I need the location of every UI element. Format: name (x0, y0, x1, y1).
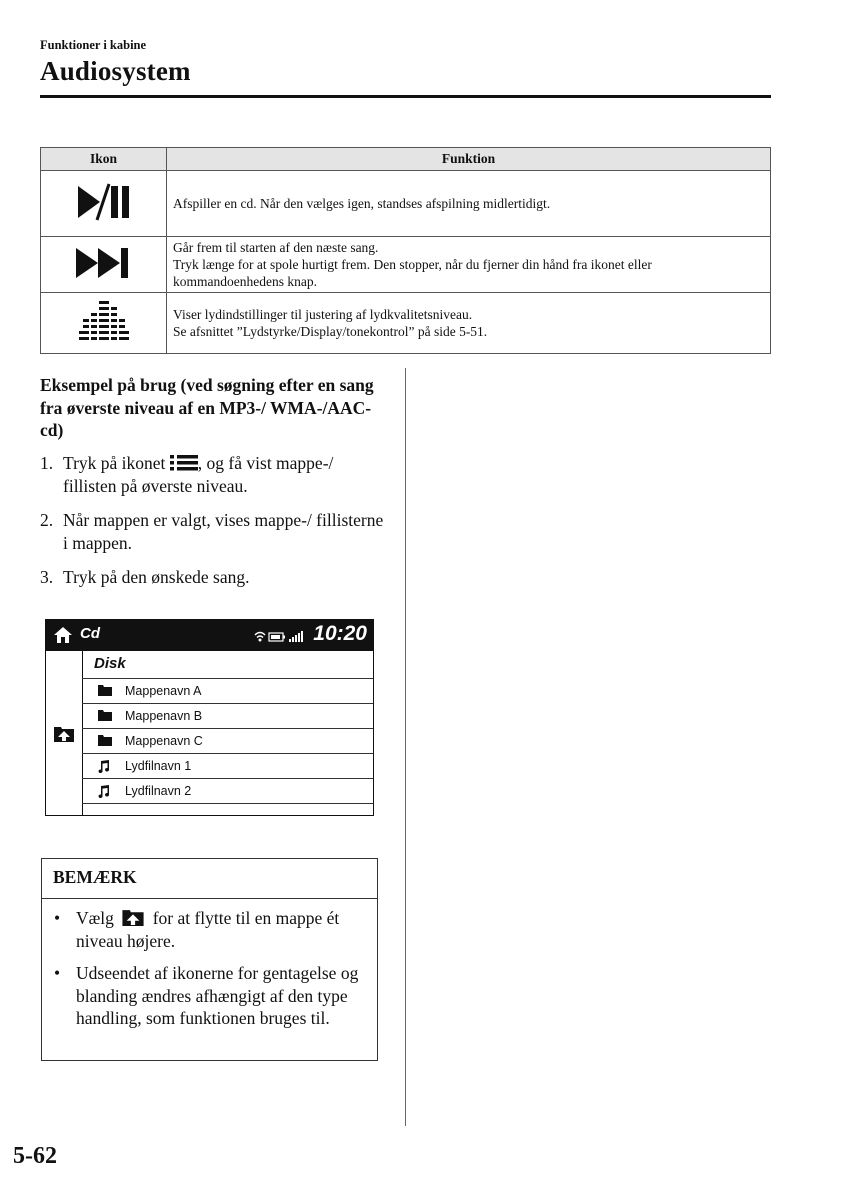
folder-up-icon (122, 908, 144, 926)
step-text: , og få vist mappe-/ fillisten på øverste niveau. (63, 453, 334, 496)
display-screenshot (45, 619, 374, 816)
table-row (41, 237, 771, 293)
bullet: • (54, 908, 61, 928)
table-row (41, 293, 771, 354)
column-divider (405, 368, 406, 1126)
step-item (40, 509, 390, 555)
list-item-label: Lydfilnavn 2 (125, 784, 192, 798)
equalizer-icon (78, 299, 130, 343)
function-line: Viser lydindstillinger til justering af lydkvalitetsniveau. (173, 307, 473, 322)
folder-up-icon[interactable] (54, 725, 74, 742)
step-number: 2. (40, 510, 54, 530)
function-text: Afspiller en cd. Når den vælges igen, standses afspilning midlertidigt. (167, 171, 771, 237)
step-text: Når mappen er valgt, vises mappe-/ fillisterne i mappen. (63, 510, 384, 553)
function-text (167, 293, 771, 354)
screen-status-bar (46, 620, 373, 651)
note-text: Vælg (76, 908, 114, 928)
list-item[interactable] (82, 703, 374, 729)
list-item-label: Mappenavn B (125, 709, 203, 723)
folder-icon (98, 710, 112, 721)
step-number: 3. (40, 567, 54, 587)
page-number: 5-62 (13, 1143, 57, 1169)
screen-sidebar (46, 651, 83, 816)
note-text: Udseendet af ikonerne for gentagelse og blanding ændres afhængigt af den type handling, som funktionen bruges til. (76, 963, 359, 1028)
function-line: Går frem til starten af den næste sang. (173, 240, 379, 255)
fast-forward-icon (74, 245, 134, 281)
list-row-empty (82, 803, 374, 816)
list-item[interactable] (82, 778, 374, 804)
title-rule (40, 95, 771, 98)
list-item[interactable] (82, 728, 374, 754)
note-text: for at flytte til en mappe ét niveau højere. (76, 908, 340, 951)
step-item (40, 452, 390, 498)
function-table (40, 147, 771, 354)
icon-cell (41, 237, 167, 293)
function-text (167, 237, 771, 293)
steps-list (40, 452, 390, 600)
function-line: kommandoenhedens knap. (173, 274, 317, 289)
step-text: Tryk på ikonet (63, 453, 166, 473)
page-title: Audiosystem (40, 56, 191, 86)
section-label: Funktioner i kabine (40, 38, 147, 52)
music-note-icon (98, 760, 110, 773)
source-label: Cd (80, 625, 100, 642)
example-heading: Eksempel på brug (ved søgning efter en sang fra øverste niveau af en MP3-/ WMA-/AAC-cd) (40, 375, 374, 440)
function-line: Tryk længe for at spole hurtigt frem. Den stopper, når du fjerner din hånd fra ikonet eller (173, 257, 652, 272)
folder-icon (98, 685, 112, 696)
status-icons (254, 631, 308, 643)
list-item-label: Mappenavn C (125, 734, 203, 748)
home-icon[interactable] (53, 626, 73, 644)
list-icon (170, 455, 198, 471)
icon-cell (41, 171, 167, 237)
note-item (42, 962, 377, 1030)
clock: 10:20 (313, 622, 367, 645)
step-number: 1. (40, 453, 54, 473)
list-item[interactable] (82, 678, 374, 704)
list-title: Disk (94, 655, 126, 672)
note-item (42, 907, 377, 952)
note-box (41, 858, 378, 1061)
function-line: Se afsnittet ”Lydstyrke/Display/tonekontrol” på side 5-51. (173, 324, 488, 339)
music-note-icon (98, 785, 110, 798)
folder-icon (98, 735, 112, 746)
column-header-icon: Ikon (41, 148, 167, 171)
column-header-function: Funktion (167, 148, 771, 171)
list-item-label: Mappenavn A (125, 684, 202, 698)
list-item-label: Lydfilnavn 1 (125, 759, 192, 773)
play-pause-icon (74, 182, 134, 222)
note-heading: BEMÆRK (42, 859, 377, 899)
icon-cell (41, 293, 167, 354)
step-item (40, 566, 390, 589)
bullet: • (54, 963, 61, 983)
table-row (41, 171, 771, 237)
step-text: Tryk på den ønskede sang. (63, 567, 250, 587)
list-item[interactable] (82, 753, 374, 779)
